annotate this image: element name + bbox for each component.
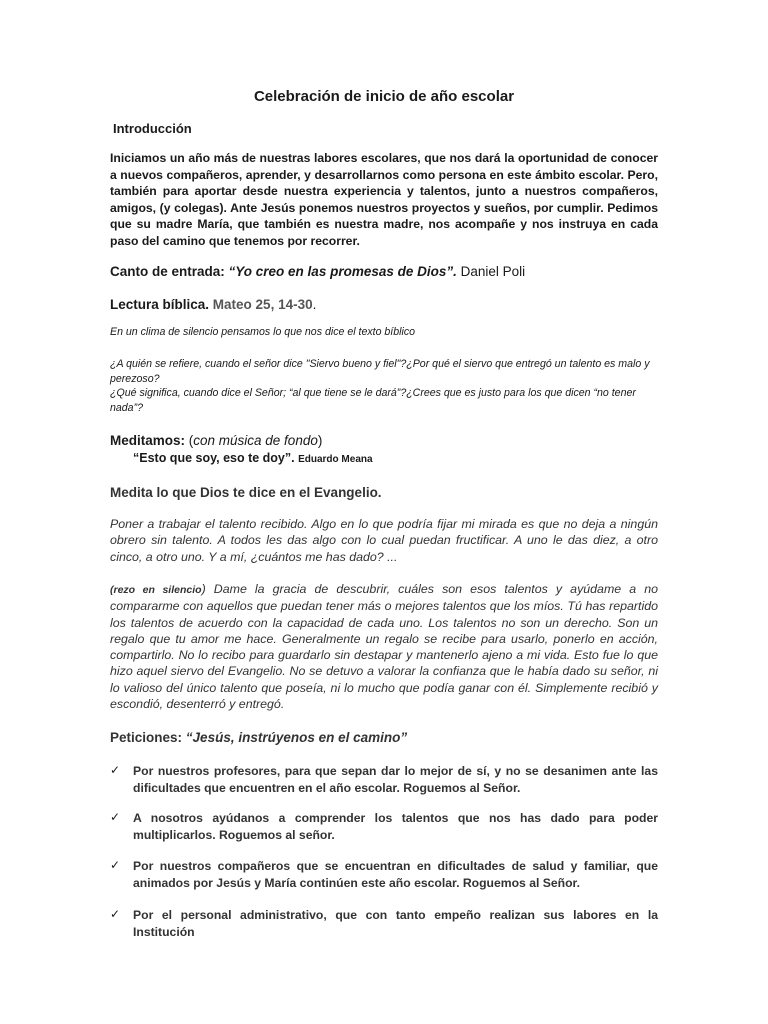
meditamos-note: con música de fondo — [193, 433, 318, 448]
meditamos-paren-open: ( — [185, 433, 194, 448]
list-item — [110, 907, 658, 940]
intro-paragraph: Iniciamos un año más de nuestras labores escolares, que nos dará la oportunidad de conocer a nuevos compañeros, aprender, y desarrollarnos como persona en este ámbito escolar. Pero, también para aportar desde nuestra experiencia y talentos, junto a nuestros compañeros, amigos, (y colegas). Ante Jesús ponemos nuestros proyectos y sueños, por cumplir. Pedimos que su madre María, que también es nuestra madre, nos acompañe y nos instruya en cada paso del camino que tenemos por recorrer. — [110, 151, 658, 248]
list-item — [110, 858, 658, 891]
list-item-text: Por nuestros compañeros que se encuentran en dificultades de salud y familiar, que animados por Jesús y María continúen este año escolar. Roguemos al Señor. — [133, 859, 658, 890]
meditamos-label: Meditamos: — [110, 433, 186, 448]
preguntas-1: ¿A quién se refiere, cuando el señor dice "Siervo bueno y fiel"?¿Por qué el siervo que entregó un talento es malo y perezoso? — [110, 358, 650, 385]
medita-heading: Medita lo que Dios te dice en el Evangelio. — [110, 485, 382, 500]
evangelio-paragraph: Poner a trabajar el talento recibido. Algo en lo que podría fijar mi mirada es que no deja a ningún obrero sin talento. A todos les das algo con lo cual puedan fructificar. A uno le das diez, a otro cinco, a otro uno. Y a mí, ¿cuántos me has dado? ... — [110, 517, 658, 564]
check-icon: ✓ — [110, 907, 121, 921]
peticiones-line — [110, 730, 658, 745]
lectura-line — [110, 297, 658, 312]
peticiones-title: “Jesús, instrúyenos en el camino” — [185, 730, 408, 745]
esto-author: Eduardo Meana — [298, 454, 373, 465]
lectura-reference: Mateo 25, 14-30 — [212, 297, 313, 312]
list-item-text: Por nuestros profesores, para que sepan dar lo mejor de sí, y no se desanimen ante las dificultades que encuentren en el año escolar. Roguemos al Señor. — [133, 764, 658, 795]
meditamos-line — [110, 433, 658, 448]
esto-line — [133, 451, 681, 465]
rezo-paragraph — [110, 581, 658, 712]
list-item-text: A nosotros ayúdanos a comprender los talentos que nos has dado para poder multiplicarlos. Roguemos al señor. — [133, 811, 658, 842]
lectura-label: Lectura bíblica. — [110, 297, 210, 312]
canto-author: Daniel Poli — [460, 264, 526, 279]
preguntas-2: ¿Qué significa, cuando dice el Señor; “al que tiene se le dará”?¿Crees que es justo para los que dicen “no tener nada”? — [110, 387, 636, 414]
meditamos-paren-close: ) — [317, 433, 323, 448]
check-icon: ✓ — [110, 763, 121, 777]
peticiones-label: Peticiones: — [110, 730, 183, 745]
check-icon: ✓ — [110, 858, 121, 872]
canto-title: “Yo creo en las promesas de Dios”. — [228, 264, 457, 279]
canto-line — [110, 264, 658, 279]
rezo-label: (rezo en silencio — [110, 584, 202, 596]
check-icon: ✓ — [110, 810, 121, 824]
list-item — [110, 810, 658, 843]
canto-label: Canto de entrada: — [110, 264, 225, 279]
lectura-end: . — [312, 297, 317, 312]
intro-heading: Introducción — [113, 121, 192, 136]
list-item-text: Por el personal administrativo, que con tanto empeño realizan sus labores en la Institución — [133, 908, 658, 939]
list-item — [110, 763, 658, 796]
document-title: Celebración de inicio de año escolar — [253, 88, 515, 105]
rezo-text: ) Dame la gracia de descubrir, cuáles son esos talentos y ayúdame a no compararme con aquellos que puedan tener más o mejores talentos que los míos. Tú has repartido los talentos de acuerdo con la capacidad de cada uno. Los talentos no son un derecho. Son un regalo que tu amor me hace. Generalmente un regalo se recibe para usarlo, ponerlo en acción, compartirlo. No lo recibo para guardarlo sin destapar y mantenerlo ajeno a mi vida. Esto fue lo que hizo aquel siervo del Evangelio. No se detuvo a valorar la confianza que le había dado su señor, ni lo valioso del único talento que poseía, ni lo mucho que podía ganar con él. Simplemente recibió y escondió, desenterró y entregó. — [110, 582, 659, 712]
silencio-text: En un clima de silencio pensamos lo que nos dice el texto bíblico — [110, 326, 416, 338]
esto-title: “Esto que soy, eso te doy”. — [133, 451, 295, 465]
